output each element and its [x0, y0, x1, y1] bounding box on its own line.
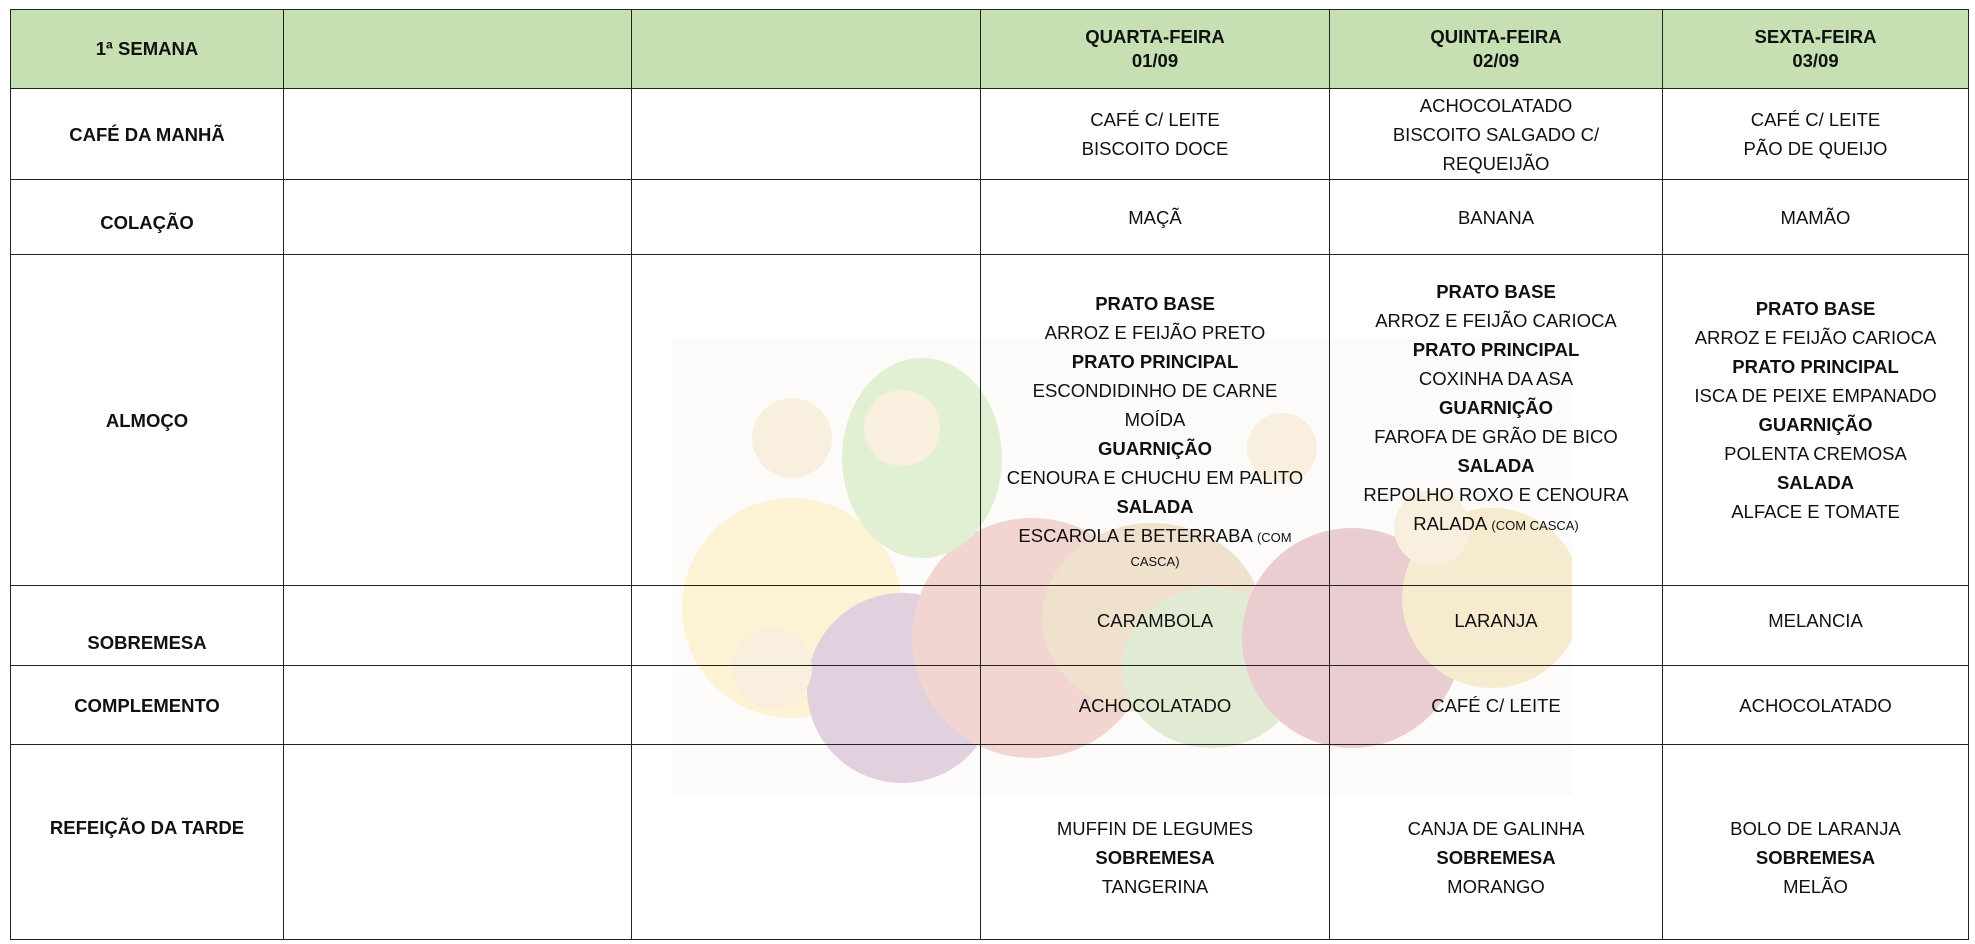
- lunch-heading: PRATO BASE: [1755, 298, 1876, 319]
- lunch-heading: SOBREMESA: [1436, 846, 1556, 868]
- lunch-heading: PRATO BASE: [1095, 292, 1215, 314]
- header-row: [11, 10, 1969, 89]
- menu-item: BISCOITO SALGADO C/: [1392, 123, 1600, 145]
- lunch-thursday: [1330, 255, 1663, 586]
- day-header-thursday: [1330, 10, 1663, 89]
- menu-item: CAFÉ C/ LEITE: [1090, 109, 1220, 130]
- menu-item: BOLO DE LARANJA: [1730, 817, 1901, 839]
- menu-item: REQUEIJÃO: [1442, 152, 1550, 174]
- lunch-row: [11, 255, 1969, 586]
- menu-item: MOÍDA: [1124, 408, 1186, 430]
- day-header-friday: [1663, 10, 1969, 89]
- empty-cell: [284, 745, 632, 940]
- row-label-lunch: ALMOÇO: [11, 255, 284, 586]
- menu-item: POLENTA CREMOSA: [1724, 443, 1907, 464]
- menu-item: ACHOCOLATADO: [1419, 94, 1573, 116]
- empty-cell: [632, 180, 981, 255]
- afternoon-thursday: [1330, 745, 1663, 940]
- dessert-friday: MELANCIA: [1663, 586, 1969, 666]
- menu-item: ARROZ E FEIJÃO CARIOCA: [1694, 327, 1937, 348]
- lunch-heading: PRATO PRINCIPAL: [1732, 356, 1899, 377]
- lunch-heading: SOBREMESA: [1095, 846, 1215, 868]
- salad-note: (COM CASCA): [1491, 517, 1579, 533]
- breakfast-friday: [1663, 89, 1969, 180]
- menu-item: COXINHA DA ASA: [1418, 367, 1574, 389]
- day-header-wednesday: [981, 10, 1330, 89]
- lunch-heading: PRATO PRINCIPAL: [1071, 350, 1239, 372]
- day-name: SEXTA-FEIRA: [1754, 26, 1877, 47]
- menu-item: CENOURA E CHUCHU EM PALITO: [1006, 466, 1304, 488]
- empty-cell: [632, 89, 981, 180]
- empty-cell: [284, 180, 632, 255]
- afternoon-row: [11, 745, 1969, 940]
- complement-wednesday: ACHOCOLATADO: [981, 666, 1330, 745]
- row-label-dessert: SOBREMESA: [11, 586, 284, 666]
- menu-item: [983, 521, 1327, 552]
- salad-text: ESCAROLA E BETERRABA: [1018, 524, 1252, 546]
- breakfast-row: [11, 89, 1969, 180]
- salad-note: CASCA): [1130, 553, 1180, 569]
- menu-item: BISCOITO DOCE: [1081, 138, 1229, 159]
- lunch-heading: SALADA: [1457, 454, 1535, 476]
- salad-note: (COM: [1256, 529, 1292, 545]
- menu-item: ESCONDIDINHO DE CARNE: [1032, 379, 1278, 401]
- lunch-wednesday: [981, 255, 1330, 586]
- empty-cell: [284, 666, 632, 745]
- day-name: QUINTA-FEIRA: [1430, 26, 1562, 47]
- empty-cell: [284, 89, 632, 180]
- row-label-colacao: COLAÇÃO: [11, 180, 284, 255]
- menu-item: MUFFIN DE LEGUMES: [1056, 817, 1254, 839]
- breakfast-wednesday: [981, 89, 1330, 180]
- empty-cell: [632, 586, 981, 666]
- menu-item: CAFÉ C/ LEITE: [1750, 109, 1881, 130]
- empty-cell: [632, 745, 981, 940]
- row-label-complement: COMPLEMENTO: [11, 666, 284, 745]
- weekly-menu-table: [10, 9, 1969, 940]
- lunch-heading: GUARNIÇÃO: [1758, 414, 1873, 435]
- row-label-afternoon: REFEIÇÃO DA TARDE: [11, 745, 284, 940]
- blank-header-2: [632, 10, 981, 89]
- menu-item: CANJA DE GALINHA: [1407, 817, 1585, 839]
- day-date: 02/09: [1472, 50, 1520, 71]
- afternoon-friday: [1663, 745, 1969, 940]
- menu-item: ALFACE E TOMATE: [1731, 501, 1900, 522]
- lunch-heading: GUARNIÇÃO: [1438, 396, 1554, 418]
- blank-header-1: [284, 10, 632, 89]
- lunch-heading: SALADA: [1116, 495, 1194, 517]
- row-label-breakfast: CAFÉ DA MANHÃ: [11, 89, 284, 180]
- menu-item: FAROFA DE GRÃO DE BICO: [1374, 425, 1618, 447]
- complement-thursday: CAFÉ C/ LEITE: [1330, 666, 1663, 745]
- dessert-wednesday: CARAMBOLA: [981, 586, 1330, 666]
- menu-item: [1332, 509, 1660, 540]
- day-date: 03/09: [1792, 50, 1839, 71]
- menu-item: ARROZ E FEIJÃO PRETO: [1044, 321, 1266, 343]
- lunch-heading: PRATO PRINCIPAL: [1412, 338, 1580, 360]
- colacao-wednesday: MAÇÃ: [981, 180, 1330, 255]
- menu-item: TANGERINA: [1101, 875, 1209, 897]
- menu-item: REPOLHO ROXO E CENOURA: [1363, 483, 1629, 505]
- day-date: 01/09: [1131, 50, 1179, 71]
- lunch-heading: PRATO BASE: [1436, 280, 1556, 302]
- dessert-row: [11, 586, 1969, 666]
- empty-cell: [284, 586, 632, 666]
- salad-text: RALADA: [1413, 512, 1487, 534]
- empty-cell: [632, 255, 981, 586]
- complement-row: [11, 666, 1969, 745]
- lunch-heading: SOBREMESA: [1755, 846, 1876, 868]
- lunch-heading: GUARNIÇÃO: [1097, 437, 1213, 459]
- menu-item: MELÃO: [1783, 875, 1848, 897]
- menu-item: ARROZ E FEIJÃO CARIOCA: [1375, 309, 1617, 331]
- afternoon-wednesday: [981, 745, 1330, 940]
- colacao-row: [11, 180, 1969, 255]
- empty-cell: [284, 255, 632, 586]
- week-label: 1ª SEMANA: [11, 10, 284, 89]
- menu-item: PÃO DE QUEIJO: [1743, 138, 1888, 159]
- empty-cell: [632, 666, 981, 745]
- dessert-thursday: LARANJA: [1330, 586, 1663, 666]
- menu-item: MORANGO: [1447, 875, 1545, 897]
- lunch-friday: [1663, 255, 1969, 586]
- day-name: QUARTA-FEIRA: [1085, 26, 1225, 47]
- lunch-heading: SALADA: [1776, 472, 1855, 493]
- colacao-friday: MAMÃO: [1663, 180, 1969, 255]
- colacao-thursday: BANANA: [1330, 180, 1663, 255]
- menu-item: ISCA DE PEIXE EMPANADO: [1694, 385, 1937, 406]
- breakfast-thursday: [1330, 89, 1663, 180]
- complement-friday: ACHOCOLATADO: [1663, 666, 1969, 745]
